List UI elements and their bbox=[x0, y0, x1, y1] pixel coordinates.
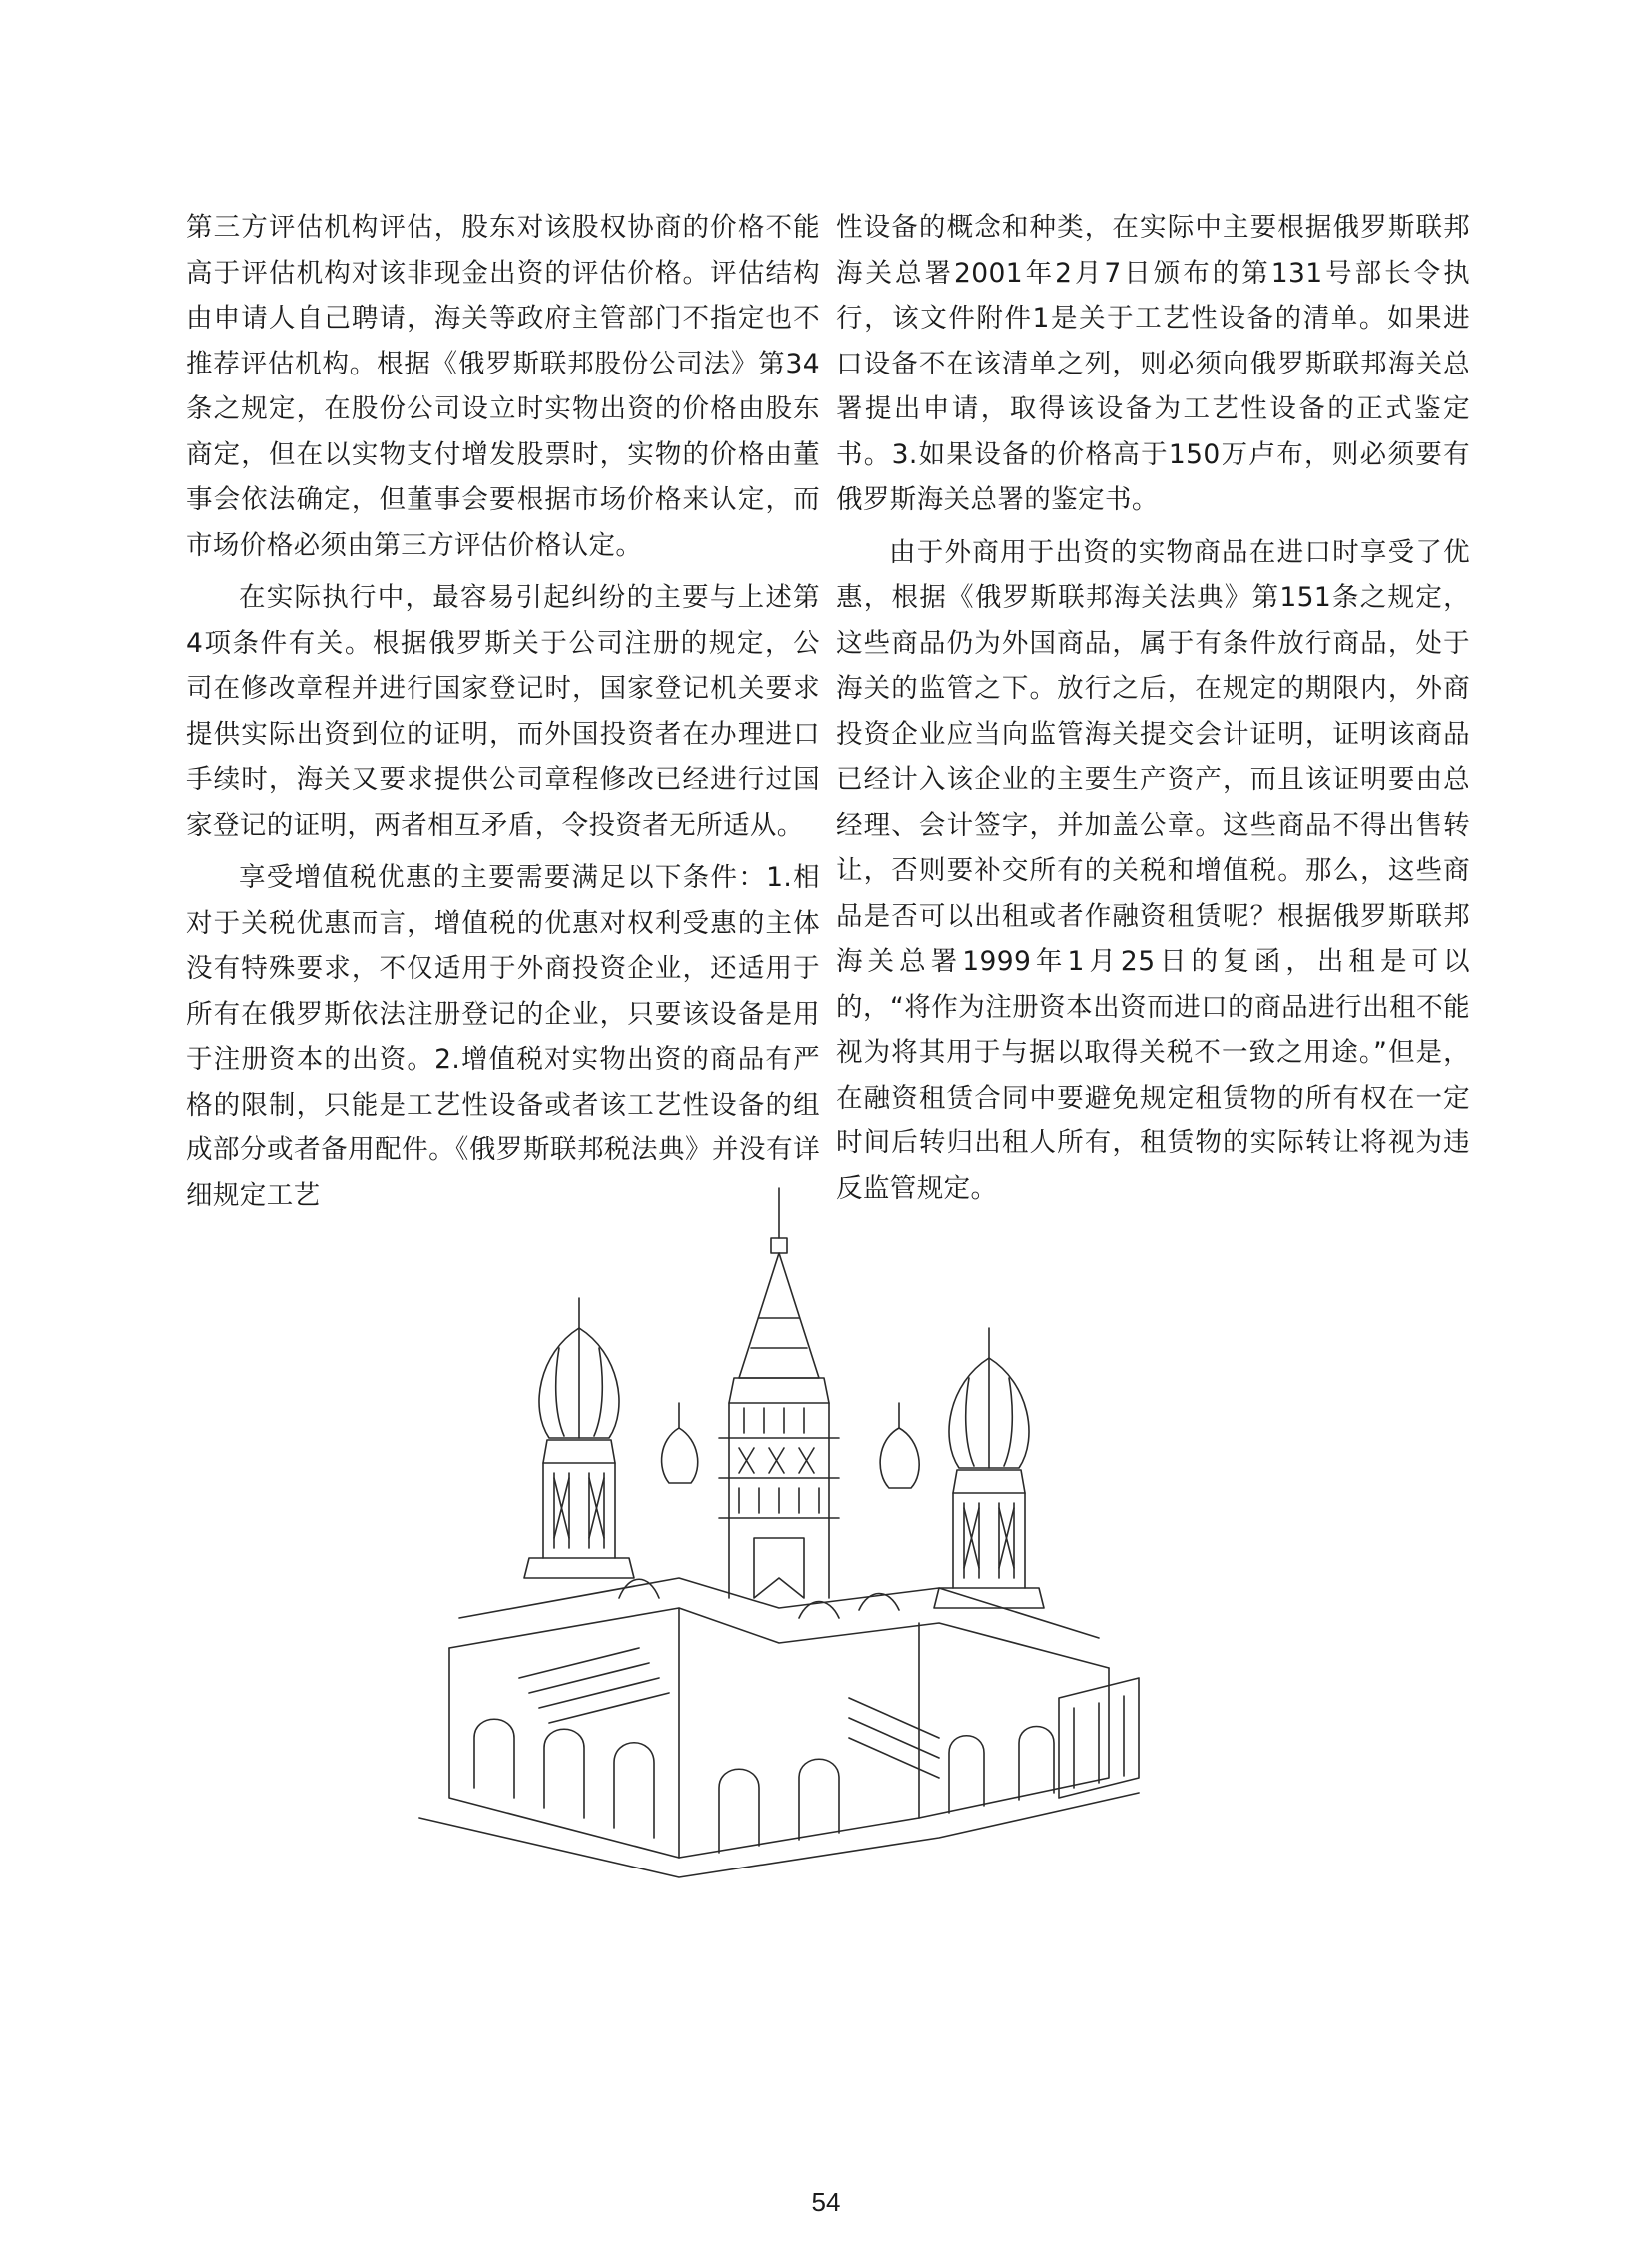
paragraph: 第三方评估机构评估，股东对该股权协商的价格不能高于评估机构对该非现金出资的评估价格。评估结构由申请人自己聘请，海关等政府主管部门不指定也不推荐评估机构。根据《俄罗斯联邦股份公司法》第34条之规定，在股份公司设立时实物出资的价格由股东商定，但在以实物支付增发股票时，实物的价格由董事会依法确定，但董事会要根据市场价格来认定，而市场价格必须由第三方评估价格认定。 bbox=[186, 212, 820, 561]
page-number: 54 bbox=[811, 2187, 841, 2217]
paragraph: 享受增值税优惠的主要需要满足以下条件：1.相对于关税优惠而言，增值税的优惠对权利受惠的主体没有特殊要求，不仅适用于外商投资企业，还适用于所有在俄罗斯依法注册登记的企业，只要该设备是用于注册资本的出资。2.增值税对实物出资的商品有严格的限制，只能是工艺性设备或者该工艺性设备的组成部分或者备用配件。《俄罗斯联邦税法典》并没有详细规定工艺 bbox=[186, 862, 820, 1211]
cathedral-sketch-icon bbox=[380, 1178, 1179, 1897]
paragraph: 在实际执行中，最容易引起纠纷的主要与上述第4项条件有关。根据俄罗斯关于公司注册的规定，公司在修改章程并进行国家登记时，国家登记机关要求提供实际出资到位的证明，而外国投资者在办理进口手续时，海关又要求提供公司章程修改已经进行过国家登记的证明，两者相互矛盾，令投资者无所适从。 bbox=[186, 582, 820, 841]
cathedral-illustration bbox=[380, 1178, 1179, 1897]
right-text-column bbox=[836, 205, 1470, 1218]
paragraph: 由于外商用于出资的实物商品在进口时享受了优惠，根据《俄罗斯联邦海关法典》第151条之规定，这些商品仍为外国商品，属于有条件放行商品，处于海关的监管之下。放行之后，在规定的期限内，外商投资企业应当向监管海关提交会计证明，证明该商品已经计入该企业的主要生产资产，而且该证明要由总经理、会计签字，并加盖公章。这些商品不得出售转让，否则要补交所有的关税和增值税。那么，这些商品是否可以出租或者作融资租赁呢？根据俄罗斯联邦海关总署1999年1月25日的复函，出租是可以的，“将作为注册资本出资而进口的商品进行出租不能视为将其用于与据以取得关税不一致之用途。”但是，在融资租赁合同中要避免规定租赁物的所有权在一定时间后转归出租人所有，租赁物的实际转让将视为违反监管规定。 bbox=[836, 536, 1470, 1204]
paragraph: 性设备的概念和种类，在实际中主要根据俄罗斯联邦海关总署2001年2月7日颁布的第131号部长令执行，该文件附件1是关于工艺性设备的清单。如果进口设备不在该清单之列，则必须向俄罗斯联邦海关总署提出申请，取得该设备为工艺性设备的正式鉴定书。3.如果设备的价格高于150万卢布，则必须要有俄罗斯海关总署的鉴定书。 bbox=[836, 212, 1470, 515]
left-text-column bbox=[186, 205, 820, 1225]
